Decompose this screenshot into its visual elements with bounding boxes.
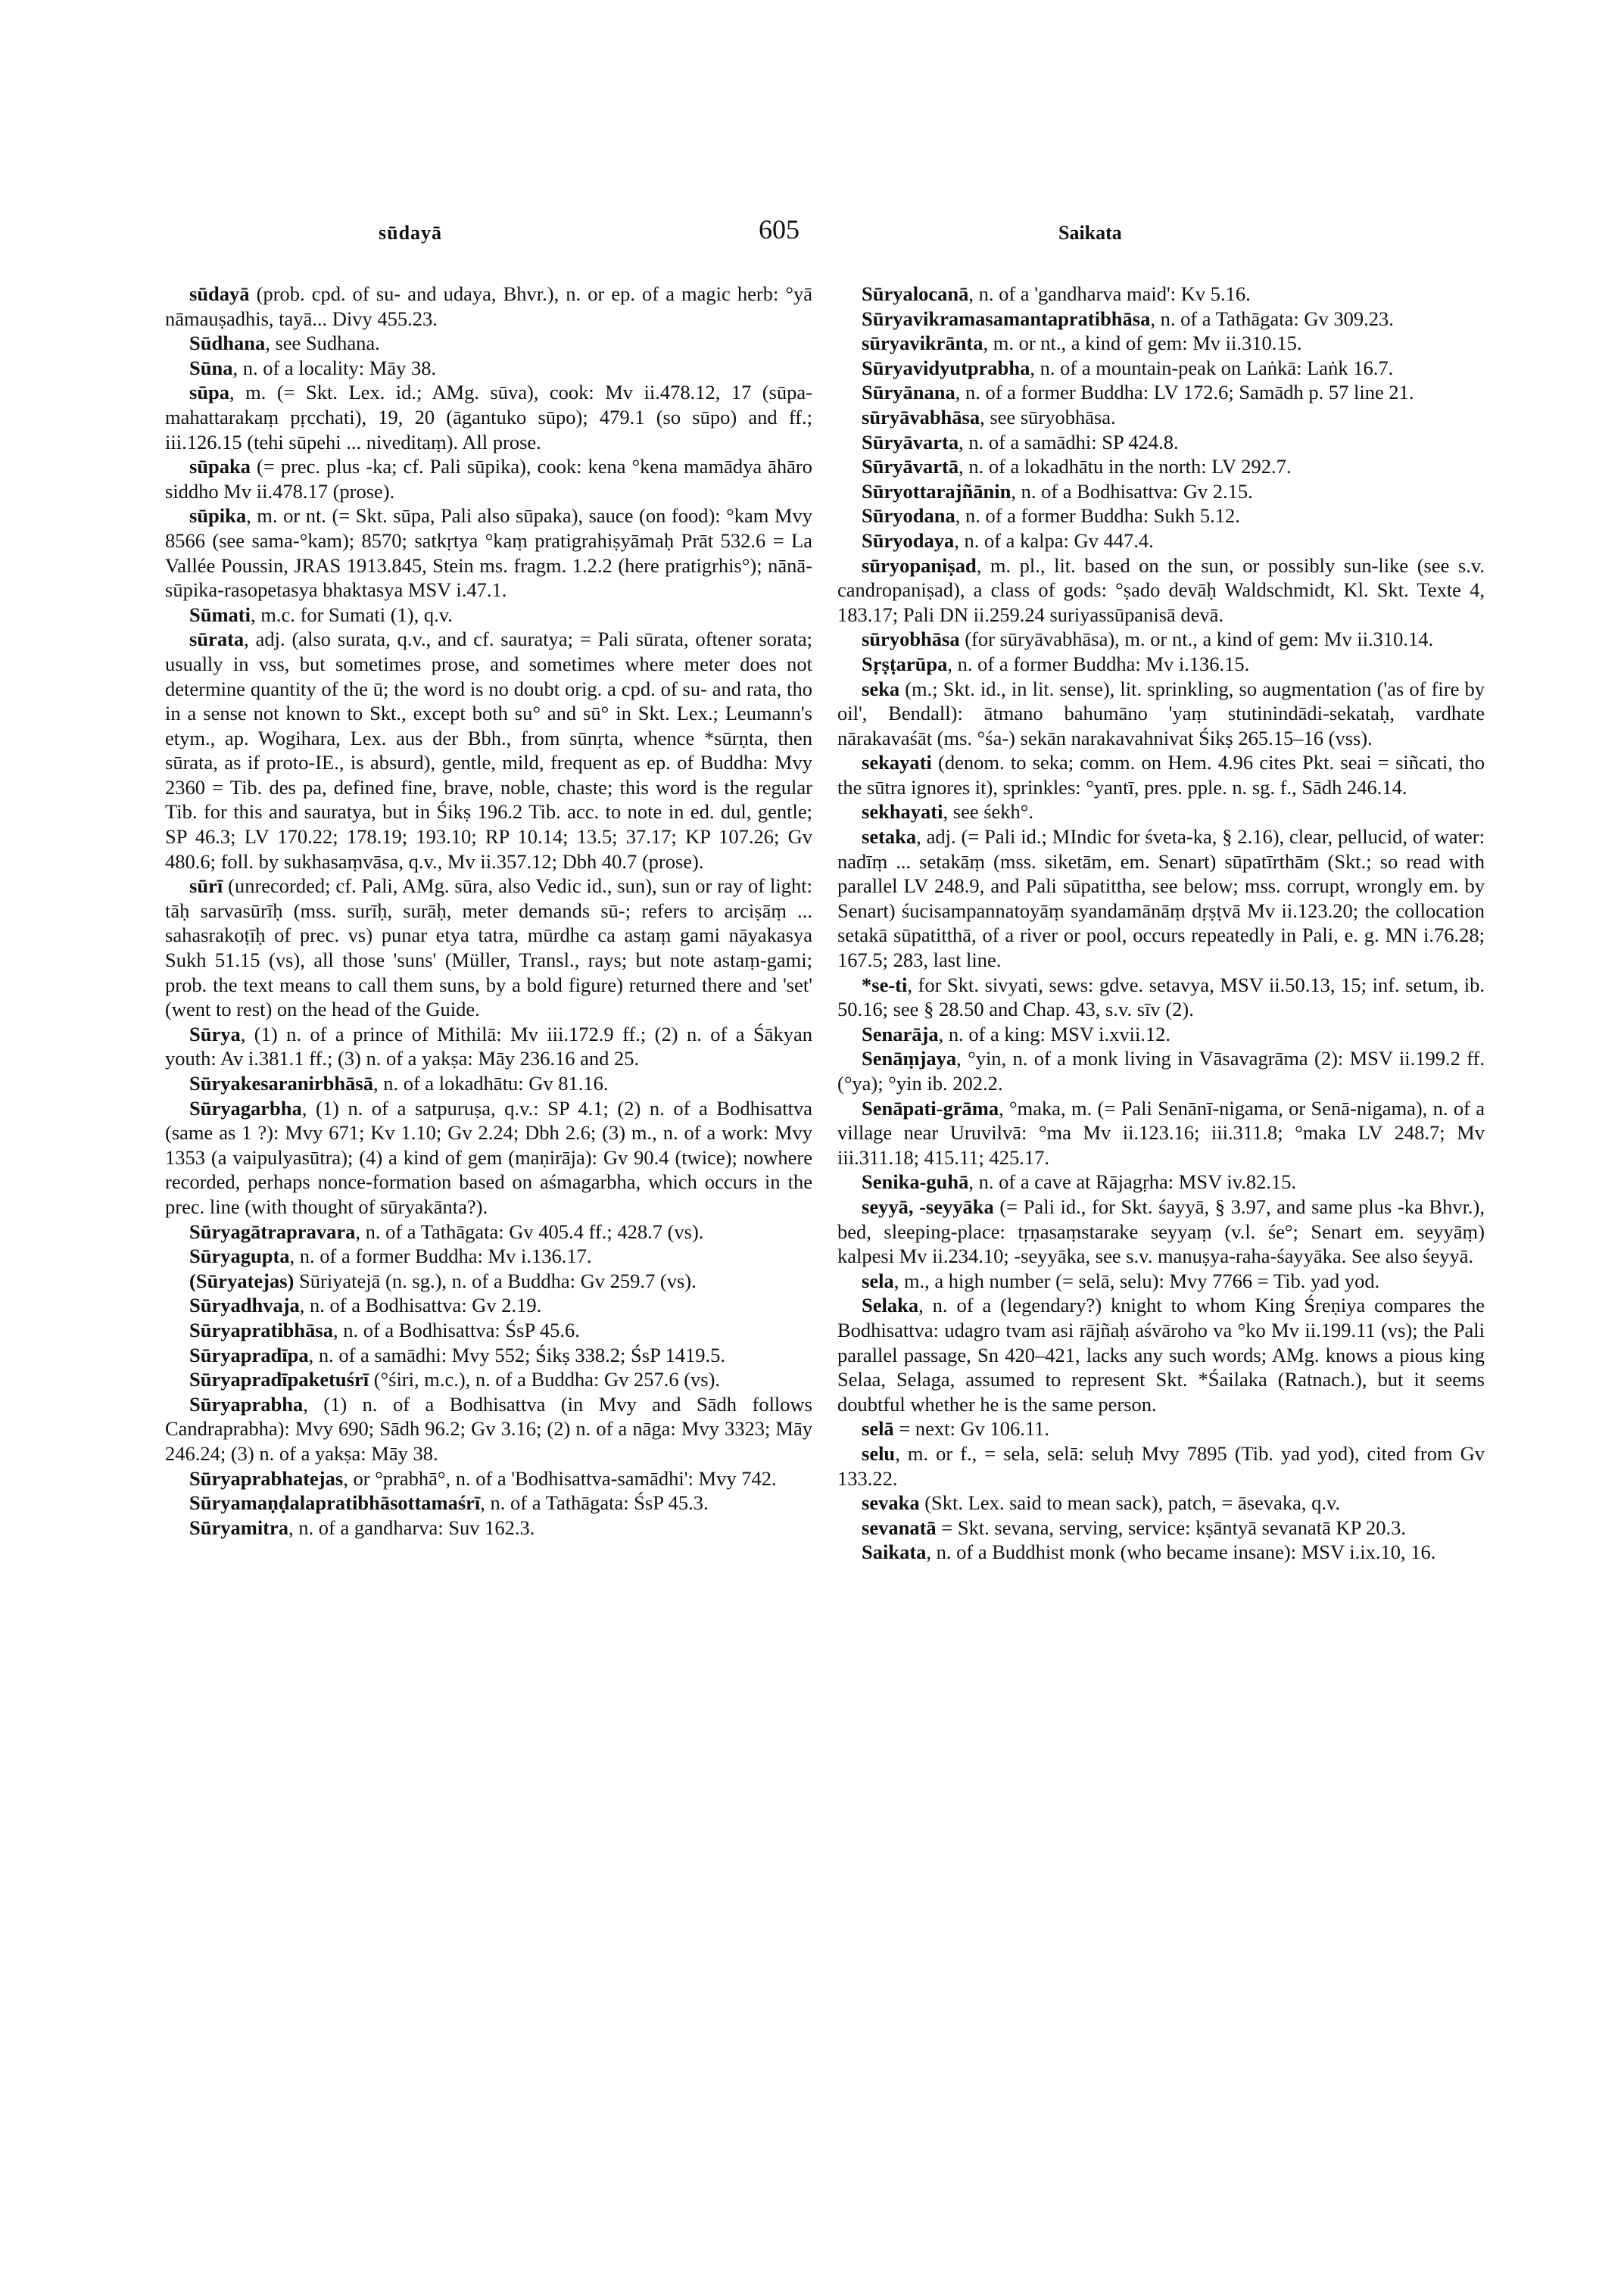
dictionary-entry xyxy=(837,1170,1485,1195)
entry-headword: Sūryavidyutprabha xyxy=(862,356,1030,379)
dictionary-entry xyxy=(837,528,1485,553)
entry-headword: Sūryapratibhāsa xyxy=(189,1318,333,1341)
dictionary-entry xyxy=(837,627,1485,652)
entry-headword: Sūdhana xyxy=(189,332,266,355)
entry-headword: Sūryakesaranirbhāsā xyxy=(189,1072,373,1095)
entry-headword: sūryavikrānta xyxy=(862,332,983,355)
dictionary-entry xyxy=(837,1046,1485,1095)
entry-definition: , adj. (= Pali id.; MIndic for śveta-ka, § 2.16), clear, pellucid, of water: nadīṃ ... setakāṃ (mss. siketām, em. Senart) sūpatīrthām (Skt.; so read with parallel LV 248.9, and Pali sūpatittha, see below; mss. corrupt, wrongly em. by Senart) śucisampannatoyāṃ syandamānāṃ dṛṣṭvā Mv ii.123.20; the collocation setakā sūpatitthā, of a river or pool, occurs repeatedly in Pali, e. g. MN i.76.28; 167.5; 283, last line. xyxy=(837,825,1485,972)
entry-definition: , °maka, m. (= Pali Senānī-nigama, or Senā-nigama), n. of a village near Uruvilvā: °ma Mv ii.123.16; iii.311.8; °maka LV 248.7; Mv iii.311.18; 415.11; 425.17. xyxy=(837,1096,1485,1169)
page-number: 605 xyxy=(759,214,800,245)
entry-headword: Senāpati-grāma xyxy=(862,1096,999,1120)
entry-definition: , (1) n. of a prince of Mithilā: Mv iii.172.9 ff.; (2) n. of a Śākyan youth: Av i.381.1 ff.; (3) n. of a yakṣa: Māy 236.16 and 25. xyxy=(165,1022,812,1070)
dictionary-entry xyxy=(837,799,1485,824)
entry-definition: , n. of a Bodhisattva: Gv 2.19. xyxy=(299,1294,542,1317)
entry-definition: , n. of a former Buddha: LV 172.6; Samādh p. 57 line 21. xyxy=(955,381,1414,404)
dictionary-entry xyxy=(837,380,1485,405)
entry-definition: (= prec. plus -ka; cf. Pali sūpika), cook: kena °kena mamādya āhāro siddho Mv ii.478.17 (prose). xyxy=(165,455,812,503)
dictionary-entry xyxy=(165,503,812,602)
dictionary-entry xyxy=(837,1516,1485,1541)
entry-definition: (for sūryāvabhāsa), m. or nt., a kind of gem: Mv ii.310.14. xyxy=(959,628,1434,651)
dictionary-entry xyxy=(837,307,1485,332)
entry-definition: , n. of a Buddhist monk (who became insane): MSV i.ix.10, 16. xyxy=(926,1541,1436,1564)
entry-headword: Saikata xyxy=(862,1541,927,1564)
entry-definition: , for Skt. sivyati, sews: gdve. setavya, MSV ii.50.13, 15; inf. setum, ib. 50.16; see § 28.50 and Chap. 43, s.v. sīv (2). xyxy=(837,973,1485,1021)
dictionary-entry xyxy=(165,331,812,356)
dictionary-entry xyxy=(837,824,1485,973)
entry-definition: , (1) n. of a satpuruṣa, q.v.: SP 4.1; (2) n. of a Bodhisattva (same as 1 ?): Mvy 671; Kv 1.10; Gv 2.24; Dbh 2.6; (3) m., n. of a work: Mvy 1353 (a vaipulyasūtra); (4) a kind of gem (maṇirāja): Gv 90.4 (twice); nowhere recorded, perhaps nonce-formation based on aśmagarbha, which occurs in the prec. line (with thought of sūryakānta?). xyxy=(165,1096,812,1218)
dictionary-entry xyxy=(837,479,1485,504)
entry-definition: , n. of a lokadhātu: Gv 81.16. xyxy=(372,1072,609,1095)
dictionary-entry xyxy=(837,1293,1485,1416)
entry-headword: Senika-guhā xyxy=(862,1170,969,1194)
entry-definition: , m., a high number (= selā, selu): Mvy 7766 = Tib. yad yod. xyxy=(893,1269,1380,1292)
dictionary-entry xyxy=(837,1195,1485,1269)
dictionary-entry xyxy=(837,405,1485,430)
entry-headword: sūryopaniṣad xyxy=(862,553,977,577)
entry-headword: Sūryāvarta xyxy=(862,430,959,453)
entry-headword: Sūryavikramasamantapratibhāsa xyxy=(862,307,1151,330)
dictionary-entry xyxy=(165,603,812,628)
entry-definition: , n. of a former Buddha: Mv i.136.15. xyxy=(947,652,1250,675)
entry-headword: Sūryaprabhatejas xyxy=(189,1466,344,1490)
entry-definition: , m.c. for Sumati (1), q.v. xyxy=(251,603,453,626)
entry-definition: , n. of a Tathāgata: Gv 309.23. xyxy=(1150,307,1394,330)
entry-definition: (= Pali id., for Skt. śayyā, § 3.97, and same plus -ka Bhvr.), bed, sleeping-place: tṛṇasaṃstarake seyyaṃ (v.l. śe°; Senart em. seyyāṃ) kalpesi Mv ii.234.10; -seyyāka, see s.v. manuṣya-raha-śayyāka. See also śeyyā. xyxy=(837,1195,1485,1268)
dictionary-entry xyxy=(837,1096,1485,1170)
entry-headword: Sṛṣṭarūpa xyxy=(862,652,948,675)
entry-definition: (denom. to seka; comm. on Hem. 4.96 cites Pkt. seai = siñcati, tho the sūtra ignores it), sprinkles: °yantī, pres. pple. n. sg. f., Sādh 246.14. xyxy=(837,751,1485,799)
entry-definition: , n. of a mountain-peak on Laṅkā: Laṅk 16.7. xyxy=(1030,356,1394,379)
dictionary-entry xyxy=(165,1318,812,1343)
dictionary-entry xyxy=(837,503,1485,528)
entry-definition: , m. or nt. (= Skt. sūpa, Pali also sūpaka), sauce (on food): °kam Mvy 8566 (see sama-°kam); 8570; satkṛtya °kaṃ pratigrahiṣyāmaḥ Prāt 532.6 = La Vallée Poussin, JRAS 1913.845, Stein ms. fragm. 1.2.2 (here pratigrhis°); nānā-sūpika-rasopetasya bhaktasya MSV i.47.1. xyxy=(165,504,812,602)
entry-headword: Senarāja xyxy=(862,1022,939,1045)
dictionary-entry xyxy=(837,282,1485,307)
entry-definition: , n. of a 'gandharva maid': Kv 5.16. xyxy=(968,282,1251,305)
dictionary-entry xyxy=(837,677,1485,751)
dictionary-entry xyxy=(165,1293,812,1318)
entry-headword: Selaka xyxy=(862,1294,919,1317)
entry-headword: sevanatā xyxy=(862,1516,937,1539)
entry-headword: sekayati xyxy=(862,751,932,774)
entry-headword: sekhayati xyxy=(862,800,943,824)
entry-definition: , n. of a locality: Māy 38. xyxy=(232,356,437,379)
entry-headword: Sūryagātrapravara xyxy=(189,1220,356,1243)
entry-headword: sūpa xyxy=(189,381,230,404)
entry-definition: , see śekh°. xyxy=(943,800,1034,824)
dictionary-entry xyxy=(837,356,1485,381)
entry-headword: sūrī xyxy=(189,874,223,898)
entry-definition: , see sūryobhāsa. xyxy=(980,405,1116,428)
entry-definition: (°śiri, m.c.), n. of a Buddha: Gv 257.6 (vs). xyxy=(369,1368,721,1391)
entry-definition: , n. of a Bodhisattva: ŚsP 45.6. xyxy=(332,1318,580,1341)
page-header xyxy=(0,0,1624,273)
entry-definition: , n. of a former Buddha: Mv i.136.17. xyxy=(289,1245,592,1268)
entry-definition: , or °prabhā°, n. of a 'Bodhisattva-samādhi': Mvy 742. xyxy=(343,1466,777,1490)
entry-headword: sūdayā xyxy=(189,282,250,305)
dictionary-entry xyxy=(837,1416,1485,1441)
entry-headword: Sūryodaya xyxy=(862,528,955,552)
dictionary-entry xyxy=(165,380,812,454)
right-column xyxy=(837,282,1485,1565)
entry-headword: sūpaka xyxy=(189,455,251,478)
entry-headword: sūryāvabhāsa xyxy=(862,405,980,428)
entry-headword: Sūryottarajñānin xyxy=(862,479,1011,503)
dictionary-entry xyxy=(837,973,1485,1022)
dictionary-entry xyxy=(165,1516,812,1541)
entry-headword: Sūryagarbha xyxy=(189,1096,302,1120)
dictionary-entry xyxy=(165,1022,812,1071)
entry-headword: Sūna xyxy=(189,356,233,379)
entry-headword: sevaka xyxy=(862,1491,920,1515)
entry-definition: , m. pl., lit. based on the sun, or possibly sun-like (see s.v. candropaniṣad), a class of gods: °ṣado devāḥ Waldschmidt, Kl. Skt. Texte 4, 183.17; Pali DN ii.259.24 suriyassūpanisā devā. xyxy=(837,553,1485,626)
entry-definition: , n. of a king: MSV i.xvii.12. xyxy=(938,1022,1171,1045)
entry-headword: selā xyxy=(862,1417,894,1441)
entry-headword: Sūmati xyxy=(189,603,251,626)
entry-headword: Sūrya xyxy=(189,1022,241,1045)
entry-headword: sūryobhāsa xyxy=(862,628,960,651)
entry-headword: Sūryamaṇḍalapratibhāsottamaśrī xyxy=(189,1491,481,1515)
entry-definition: , n. of a kalpa: Gv 447.4. xyxy=(954,528,1154,552)
dictionary-entry xyxy=(837,1269,1485,1294)
entry-definition: , n. of a Tathāgata: ŚsP 45.3. xyxy=(480,1491,709,1515)
entry-headword: Sūryāvartā xyxy=(862,455,959,478)
entry-definition: , see Sudhana. xyxy=(265,332,380,355)
entry-headword: Sūryagupta xyxy=(189,1245,290,1268)
entry-definition: , m. or nt., a kind of gem: Mv ii.310.15. xyxy=(983,332,1302,355)
dictionary-entry xyxy=(165,874,812,1022)
entry-headword: *se-ti xyxy=(862,973,908,996)
entry-headword: seka xyxy=(862,677,900,700)
entry-headword: selu xyxy=(862,1441,896,1465)
entry-headword: Sūryaprabha xyxy=(189,1392,304,1416)
entry-headword: Sūryadhvaja xyxy=(189,1294,300,1317)
entry-headword: Sūryamitra xyxy=(189,1516,289,1539)
dictionary-entry xyxy=(837,652,1485,677)
entry-definition: , n. of a lokadhātu in the north: LV 292.7. xyxy=(959,455,1292,478)
entry-definition: , n. of a former Buddha: Sukh 5.12. xyxy=(955,504,1240,528)
dictionary-entry xyxy=(837,331,1485,356)
dictionary-entry xyxy=(165,356,812,381)
dictionary-entry xyxy=(837,1441,1485,1491)
dictionary-entry xyxy=(165,1071,812,1096)
dictionary-entry xyxy=(165,1096,812,1220)
entry-headword: seyyā, -seyyāka xyxy=(862,1195,994,1218)
entry-headword: Senāṃjaya xyxy=(862,1047,957,1070)
left-column xyxy=(165,282,812,1540)
dictionary-entry xyxy=(165,282,812,331)
dictionary-entry xyxy=(165,454,812,503)
dictionary-entry xyxy=(165,1466,812,1491)
dictionary-entry xyxy=(837,553,1485,628)
entry-headword: Sūryodana xyxy=(862,504,955,528)
entry-definition: , adj. (also surata, q.v., and cf. sauratya; = Pali sūrata, oftener sorata; usually in vss, but sometimes prose, and sometimes where meter does not determine quantity of the ū; the word is no doubt orig. a cpd. of su- and rata, tho in a sense not known to Skt., except both su° and sū° in Skt. Lex.; Leumann's etym., ap. Wogihara, Lex. aus der Bbh., from sūnṛta, whence *sūrṇta, then sūrata, as if proto-IE., is absurd), gentle, mild, frequent as ep. of Buddha: Mvy 2360 = Tib. des pa, defined fine, brave, noble, chaste; this word is the regular Tib. for this and sauratya, but in Śikṣ 196.2 Tib. acc. to note in ed. dul, gentle; SP 46.3; LV 170.22; 178.19; 193.10; RP 10.14; 13.5; 37.17; KP 107.26; Gv 480.6; foll. by sukhasaṃvāsa, q.v., Mv ii.357.12; Dbh 40.7 (prose). xyxy=(165,628,812,873)
entry-headword: Sūryapradīpaketuśrī xyxy=(189,1368,369,1391)
entry-definition: , n. of a Bodhisattva: Gv 2.15. xyxy=(1011,479,1253,503)
dictionary-entry xyxy=(165,1244,812,1269)
dictionary-entry xyxy=(837,1491,1485,1516)
entry-definition: = next: Gv 106.11. xyxy=(893,1417,1050,1441)
dictionary-entry xyxy=(837,1022,1485,1047)
entry-definition: , (1) n. of a Bodhisattva (in Mvy and Sādh follows Candraprabha): Mvy 690; Sādh 96.2; Gv 3.16; (2) n. of a nāga: Mvy 3323; Māy 246.24; (3) n. of a yakṣa: Māy 38. xyxy=(165,1392,812,1465)
entry-headword: Sūryānana xyxy=(862,381,955,404)
entry-definition: , n. of a Tathāgata: Gv 405.4 ff.; 428.7 (vs). xyxy=(355,1220,704,1243)
dictionary-entry xyxy=(837,750,1485,799)
entry-definition: , n. of a samādhi: Mvy 552; Śikṣ 338.2; ŚsP 1419.5. xyxy=(308,1343,725,1366)
dictionary-entry xyxy=(165,1220,812,1245)
entry-definition: Sūriyatejā (n. sg.), n. of a Buddha: Gv 259.7 (vs). xyxy=(294,1269,697,1292)
entry-headword: sūpika xyxy=(189,504,247,528)
entry-definition: (unrecorded; cf. Pali, AMg. sūra, also Vedic id., sun), sun or ray of light: tāḥ sarvasūrīḥ (mss. surīḥ, surāḥ, meter demands sū-; refers to arciṣāṃ ... sahasrakoṭīḥ of prec. vs) punar etya tatra, mūrdhe ca astaṃ gami nāyakasya Sukh 51.15 (vs), all those 'suns' (Müller, Transl., rays; but note astaṃ-gami; prob. the text means to call them suns, by a bold figure) returned there and 'set' (went to rest) on the head of the Guide. xyxy=(165,874,812,1021)
dictionary-entry xyxy=(165,1367,812,1392)
running-head-right: Saikata xyxy=(1058,222,1122,244)
entry-definition: , m. (= Skt. Lex. id.; AMg. sūva), cook: Mv ii.478.12, 17 (sūpa-mahattarakaṃ pṛcchati), 19, 20 (āgantuko sūpo); 479.1 (so sūpo) and ff.; iii.126.15 (tehi sūpehi ... niveditaṃ). All prose. xyxy=(165,381,812,453)
dictionary-entry xyxy=(837,430,1485,455)
dictionary-entry xyxy=(837,454,1485,479)
dictionary-entry xyxy=(165,1269,812,1294)
entry-headword: setaka xyxy=(862,825,917,849)
entry-headword: sūrata xyxy=(189,628,245,651)
entry-definition: , n. of a samādhi: SP 424.8. xyxy=(959,430,1179,453)
entry-headword: (Sūryatejas) xyxy=(189,1269,295,1292)
entry-headword: Sūryapradīpa xyxy=(189,1343,309,1366)
running-head-left: sūdayā xyxy=(379,222,443,244)
entry-definition: (Skt. Lex. said to mean sack), patch, = āsevaka, q.v. xyxy=(919,1491,1341,1515)
dictionary-entry xyxy=(165,1491,812,1516)
entry-definition: , n. of a (legendary?) knight to whom King Śreṇiya compares the Bodhisattva: udagro tvam asi rājñaḥ aśvāroho va °ko Mv ii.199.11 (vs); the Pali parallel passage, Sn 420–421, lacks any such words; AMg. knows a pious king Selaa, Selaga, assumed to represent Skt. *Śailaka (Ratnach.), but it seems doubtful whether he is the same person. xyxy=(837,1294,1485,1416)
entry-headword: sela xyxy=(862,1269,894,1292)
entry-definition: (prob. cpd. of su- and udaya, Bhvr.), n. or ep. of a magic herb: °yā nāmauṣadhis, tayā... Divy 455.23. xyxy=(165,282,812,330)
entry-definition: , °yin, n. of a monk living in Vāsavagrāma (2): MSV ii.199.2 ff. (°ya); °yin ib. 202.2. xyxy=(837,1047,1485,1095)
entry-definition: = Skt. sevana, serving, service: kṣāntyā sevanatā KP 20.3. xyxy=(936,1516,1407,1539)
dictionary-entry xyxy=(837,1540,1485,1565)
entry-headword: Sūryalocanā xyxy=(862,282,969,305)
entry-definition: , m. or f., = sela, selā: seluḥ Mvy 7895 (Tib. yad yod), cited from Gv 133.22. xyxy=(837,1441,1485,1490)
entry-definition: , n. of a cave at Rājagṛha: MSV iv.82.15. xyxy=(968,1170,1297,1194)
dictionary-entry xyxy=(165,1392,812,1466)
dictionary-entry xyxy=(165,1343,812,1368)
entry-definition: (m.; Skt. id., in lit. sense), lit. sprinkling, so augmentation ('as of fire by oil', Bendall): ātmano bahumāno 'yaṃ stutinindādi-sekataḥ, vardhate nārakavaśāt (ms. °śa-) sekān narakavahnivat Śikṣ 265.15–16 (vss). xyxy=(837,677,1485,749)
dictionary-entry xyxy=(165,627,812,874)
entry-definition: , n. of a gandharva: Suv 162.3. xyxy=(288,1516,535,1539)
